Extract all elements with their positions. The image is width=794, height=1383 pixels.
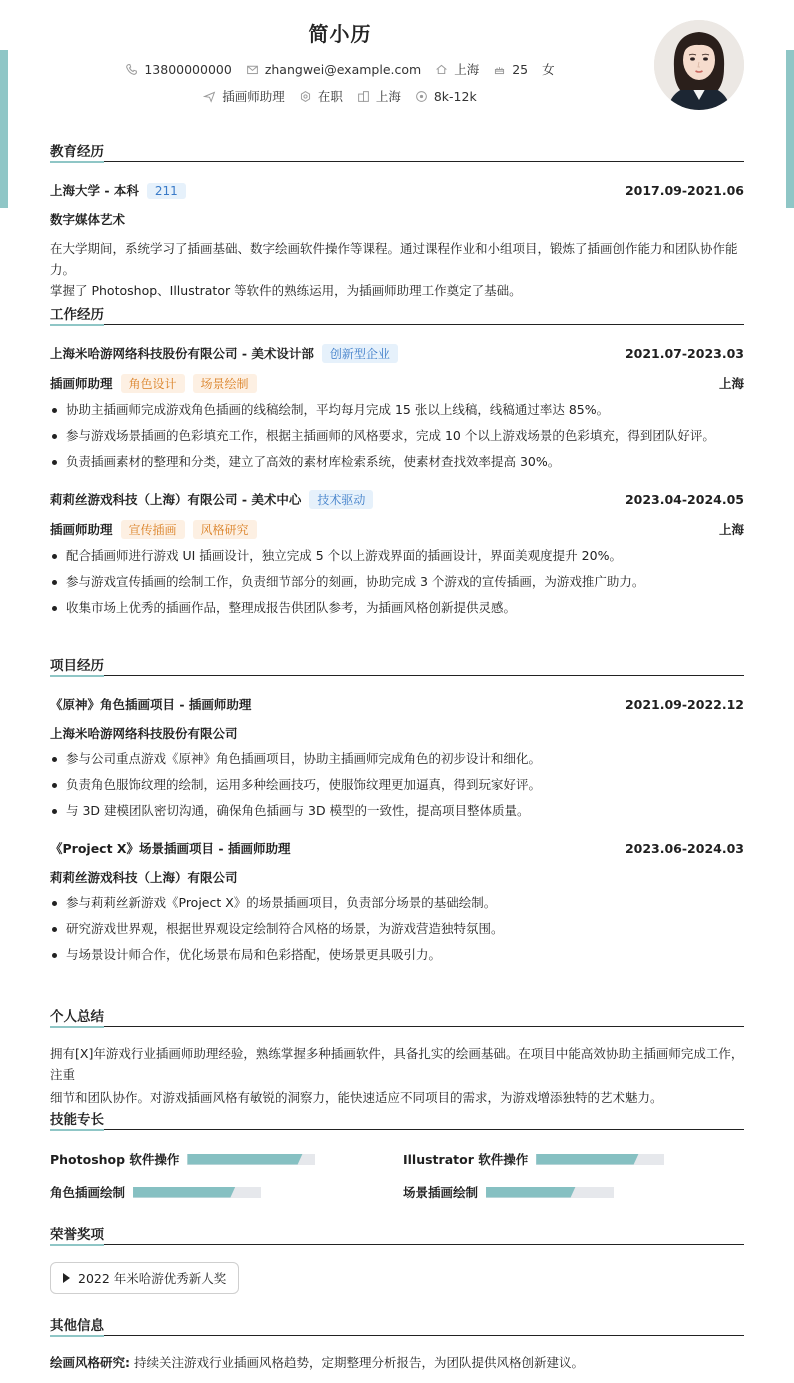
avatar-portrait [654,20,744,110]
company-name: 上海米哈游网络科技股份有限公司 - 美术设计部 [50,345,314,361]
salary-text: 8k-12k [433,88,477,104]
skill-item [50,1183,261,1201]
education-desc-line2: 掌握了 Photoshop、Illustrator 等软件的熟练运用，为插画师助理工作奠定了基础。 [50,283,522,298]
list-item: 协助主插画师完成游戏角色插画的线稿绘制，平均每月完成 15 张以上线稿，线稿通过率达 85%。 [50,397,744,423]
major-name: 数字媒体艺术 [50,212,126,227]
project-bullets [50,746,744,824]
project-header-row [50,838,744,858]
list-item: 负责角色服饰纹理的绘制，运用多种绘画技巧，使服饰纹理更加逼真，得到玩家好评。 [50,772,744,798]
age-icon [493,63,506,76]
phone-number: 13800000000 [144,61,232,77]
skill-item [403,1150,664,1168]
contact-row [0,60,680,78]
other-info-row [50,1352,744,1373]
position-text: 插画师助理 [222,89,285,104]
project-period: 2021.09-2022.12 [624,696,744,712]
section-title: 项目经历 [50,654,744,676]
work-bullets [50,543,744,621]
gender-info [542,60,555,78]
candidate-name: 简小历 [308,22,372,46]
skill-bar [133,1187,261,1198]
work-item [50,489,744,621]
skill-bar [187,1154,315,1165]
project-section [50,654,744,968]
list-item: 研究游戏世界观，根据世界观设定绘制符合风格的场景，为游戏营造独特氛围。 [50,916,744,942]
work-bullets [50,397,744,475]
project-name: 《原神》角色插画项目 - 插画师助理 [50,697,252,712]
work-section [50,303,744,621]
target-city-text: 上海 [375,89,401,104]
school-tag: 211 [147,183,186,199]
email-info [246,62,421,77]
list-item: 参与莉莉丝新游戏《Project X》的场景插画项目，负责部分场景的基础绘制。 [50,890,744,916]
work-item [50,343,744,475]
skill-name: Illustrator 软件操作 [403,1152,529,1167]
project-org: 上海米哈游网络科技股份有限公司 [50,726,238,741]
salary-info [415,89,477,104]
age-text: 25 [512,61,529,77]
list-item: 收集市场上优秀的插画作品，整理成报告供团队参考，为插画风格创新提供灵感。 [50,595,744,621]
work-role-row [50,373,744,393]
company-tag: 技术驱动 [309,490,373,509]
skill-name: Photoshop 软件操作 [50,1152,180,1167]
role-name: 插画师助理 [50,521,113,537]
status-info [299,87,343,105]
skill-bar-fill [536,1154,638,1165]
skill-item [50,1150,315,1168]
education-header-row [50,180,744,200]
skill-name: 角色插画绘制 [50,1185,126,1200]
email-address: zhangwei@example.com [264,61,422,77]
city-info [357,87,401,105]
section-title: 教育经历 [50,140,744,162]
position-icon [203,90,216,103]
other-label: 绘画风格研究: [50,1355,130,1370]
skill-bar [486,1187,614,1198]
list-item: 与 3D 建模团队密切沟通，确保角色插画与 3D 模型的一致性，提高项目整体质量。 [50,798,744,824]
list-item: 负责插画素材的整理和分类，建立了高效的素材库检索系统，使素材查找效率提高 30%。 [50,449,744,475]
award-toggle[interactable] [50,1262,239,1294]
education-section [50,140,744,301]
section-title: 其他信息 [50,1314,744,1336]
location-info [435,60,479,78]
skill-tag: 场景绘制 [193,374,257,393]
summary-line1: 拥有[X]年游戏行业插画师助理经验，熟练掌握多种插画软件，具备扎实的绘画基础。在项目中能高效协助主插画师完成工作，注重 [50,1046,744,1082]
location-text: 上海 [454,62,480,77]
project-header-row [50,694,744,714]
summary-section [50,1005,744,1108]
project-org: 莉莉丝游戏科技（上海）有限公司 [50,870,238,885]
phone-info [125,62,231,77]
company-tag: 创新型企业 [322,344,398,363]
list-item: 与场景设计师合作，优化场景布局和色彩搭配，使场景更具吸引力。 [50,942,744,968]
section-title: 个人总结 [50,1005,744,1027]
work-header-row [50,343,744,363]
age-info [493,62,528,77]
position-info [203,87,285,105]
education-period: 2017.09-2021.06 [624,182,744,198]
phone-icon [125,63,138,76]
skill-tag: 风格研究 [193,520,257,539]
work-city: 上海 [718,376,744,391]
skill-bar-fill [133,1187,235,1198]
list-item: 配合插画师进行游戏 UI 插画设计，独立完成 5 个以上游戏界面的插画设计，界面美观度提升 20%。 [50,543,744,569]
list-item: 参与游戏场景插画的色彩填充工作，根据主插画师的风格要求，完成 10 个以上游戏场景的色彩填充，得到团队好评。 [50,423,744,449]
mail-icon [246,63,259,76]
education-desc-line1: 在大学期间，系统学习了插画基础、数字绘画软件操作等课程。通过课程作业和小组项目，锻炼了插画创作能力和团队协作能力。 [50,241,738,277]
skills-section [50,1108,744,1203]
role-name: 插画师助理 [50,375,113,391]
project-item [50,694,744,824]
other-text: 持续关注游戏行业插画风格趋势，定期整理分析报告，为团队提供风格创新建议。 [133,1355,584,1370]
section-title: 工作经历 [50,303,744,325]
awards-section [50,1223,744,1298]
skill-tag: 宣传插画 [121,520,185,539]
status-icon [299,90,312,103]
skill-tag: 角色设计 [121,374,185,393]
company-name: 莉莉丝游戏科技（上海）有限公司 - 美术中心 [50,491,302,507]
skill-item [403,1183,614,1201]
salary-icon [415,90,428,103]
list-item: 参与公司重点游戏《原神》角色插画项目，协助主插画师完成角色的初步设计和细化。 [50,746,744,772]
other-section [50,1314,744,1373]
work-role-row [50,519,744,539]
project-item [50,838,744,968]
work-city: 上海 [718,522,744,537]
project-period: 2023.06-2024.03 [624,840,744,856]
skill-name: 场景插画绘制 [403,1185,479,1200]
skill-bar [536,1154,664,1165]
resume-header [0,0,794,125]
gender-text: 女 [542,62,555,77]
section-title: 荣誉奖项 [50,1223,744,1245]
skill-bar-fill [486,1187,576,1198]
project-name: 《Project X》场景插画项目 - 插画师助理 [50,841,291,856]
project-bullets [50,890,744,968]
award-text: 2022 年米哈游优秀新人奖 [78,1271,227,1286]
status-text: 在职 [317,89,343,104]
summary-line2: 细节和团队协作。对游戏插画风格有敏锐的洞察力，能快速适应不同项目的需求，为游戏增添独特的艺术魅力。 [50,1090,663,1105]
work-header-row [50,489,744,509]
skill-bar-fill [187,1154,302,1165]
list-item: 参与游戏宣传插画的绘制工作，负责细节部分的刻画，协助完成 3 个游戏的宣传插画，为游戏推广助力。 [50,569,744,595]
expand-triangle-icon [63,1273,70,1283]
work-period: 2021.07-2023.03 [624,345,744,361]
avatar [654,20,744,110]
home-icon [435,63,448,76]
school-name: 上海大学 - 本科 [50,183,139,198]
city-icon [357,90,370,103]
job-intent-row [0,87,680,105]
section-title: 技能专长 [50,1108,744,1130]
work-period: 2023.04-2024.05 [624,491,744,507]
